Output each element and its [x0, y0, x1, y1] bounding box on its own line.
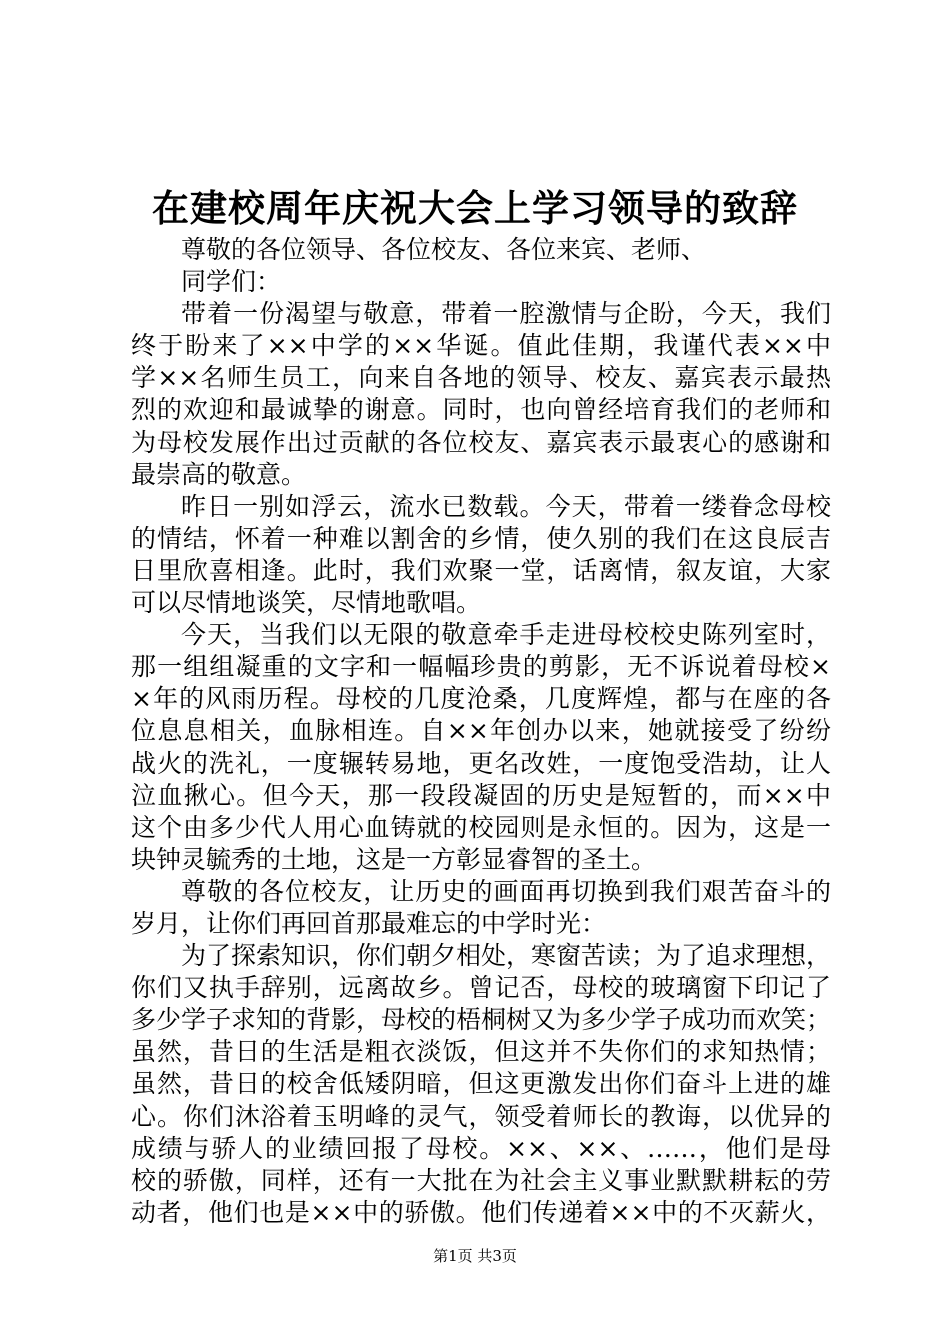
paragraph-line: 校的骄傲，同样，还有一大批在为社会主义事业默默耕耘的劳 — [131, 1165, 831, 1195]
paragraph-line: 可以尽情地谈笑，尽情地歌唱。 — [131, 588, 482, 618]
salutation-line: 尊敬的各位领导、各位校友、各位来宾、老师、 — [181, 235, 707, 264]
paragraph-line: 学××名师生员工，向来自各地的领导、校友、嘉宾表示最热 — [131, 363, 831, 393]
paragraph-line: 成绩与骄人的业绩回报了母校。××、××、……，他们是母 — [131, 1133, 831, 1163]
paragraph-line: 动者，他们也是××中的骄傲。他们传递着××中的不灭薪火， — [131, 1197, 831, 1227]
paragraph-line: 这个由多少代人用心血铸就的校园则是永恒的。因为，这是一 — [131, 812, 831, 842]
paragraph-line: 日里欣喜相逢。此时，我们欢聚一堂，话离情，叙友谊，大家 — [131, 555, 831, 585]
paragraph-line: 虽然，昔日的校舍低矮阴暗，但这更激发出你们奋斗上进的雄 — [131, 1069, 831, 1099]
paragraph-line: 多少学子求知的背影，母校的梧桐树又为多少学子成功而欢笑； — [131, 1005, 832, 1035]
paragraph-line: 尊敬的各位校友，让历史的画面再切换到我们艰苦奋斗的 — [181, 876, 831, 906]
document-title: 在建校周年庆祝大会上学习领导的致辞 — [152, 186, 798, 230]
paragraph-line: 位息息相关，血脉相连。自××年创办以来，她就接受了纷纷 — [131, 716, 831, 746]
paragraph-line: 为母校发展作出过贡献的各位校友、嘉宾表示最衷心的感谢和 — [131, 427, 831, 457]
paragraph-line: 为了探索知识，你们朝夕相处，寒窗苦读；为了追求理想， — [181, 941, 832, 971]
paragraph-line: 泣血揪心。但今天，那一段段凝固的历史是短暂的，而××中 — [131, 780, 831, 810]
paragraph-line: 块钟灵毓秀的土地，这是一方彰显睿智的圣土。 — [131, 844, 657, 874]
page-footer: 第1页 共3页 — [433, 1247, 517, 1265]
document-body — [131, 234, 831, 1229]
paragraph-line: 终于盼来了××中学的××华诞。值此佳期，我谨代表××中 — [131, 331, 831, 361]
paragraph-line: ×年的风雨历程。母校的几度沧桑，几度辉煌，都与在座的各 — [131, 684, 831, 714]
paragraph-line: 今天，当我们以无限的敬意牵手走进母校校史陈列室时， — [181, 620, 831, 650]
paragraph-line: 的情结，怀着一种难以割舍的乡情，使久别的我们在这良辰吉 — [131, 523, 831, 553]
paragraph-line: 昨日一别如浮云，流水已数载。今天，带着一缕眷念母校 — [181, 491, 831, 521]
paragraph-line: 烈的欢迎和最诚挚的谢意。同时，也向曾经培育我们的老师和 — [131, 395, 831, 425]
paragraph-line: 虽然，昔日的生活是粗衣淡饭，但这并不失你们的求知热情； — [131, 1037, 831, 1067]
salutation-line: 同学们： — [181, 267, 282, 297]
paragraph-line: 带着一份渴望与敬意，带着一腔激情与企盼，今天，我们 — [181, 299, 831, 329]
paragraph-line: 岁月，让你们再回首那最难忘的中学时光： — [131, 908, 607, 938]
paragraph-line: 心。你们沐浴着玉明峰的灵气，领受着师长的教诲，以优异的 — [131, 1101, 831, 1131]
paragraph-line: 战火的洗礼，一度辗转易地，更名改姓，一度饱受浩劫，让人 — [131, 748, 831, 778]
paragraph-line: 最崇高的敬意。 — [131, 459, 307, 489]
paragraph-line: 那一组组凝重的文字和一幅幅珍贵的剪影，无不诉说着母校× — [131, 652, 831, 682]
paragraph-line: 你们又执手辞别，远离故乡。曾记否，母校的玻璃窗下印记了 — [131, 973, 831, 1003]
